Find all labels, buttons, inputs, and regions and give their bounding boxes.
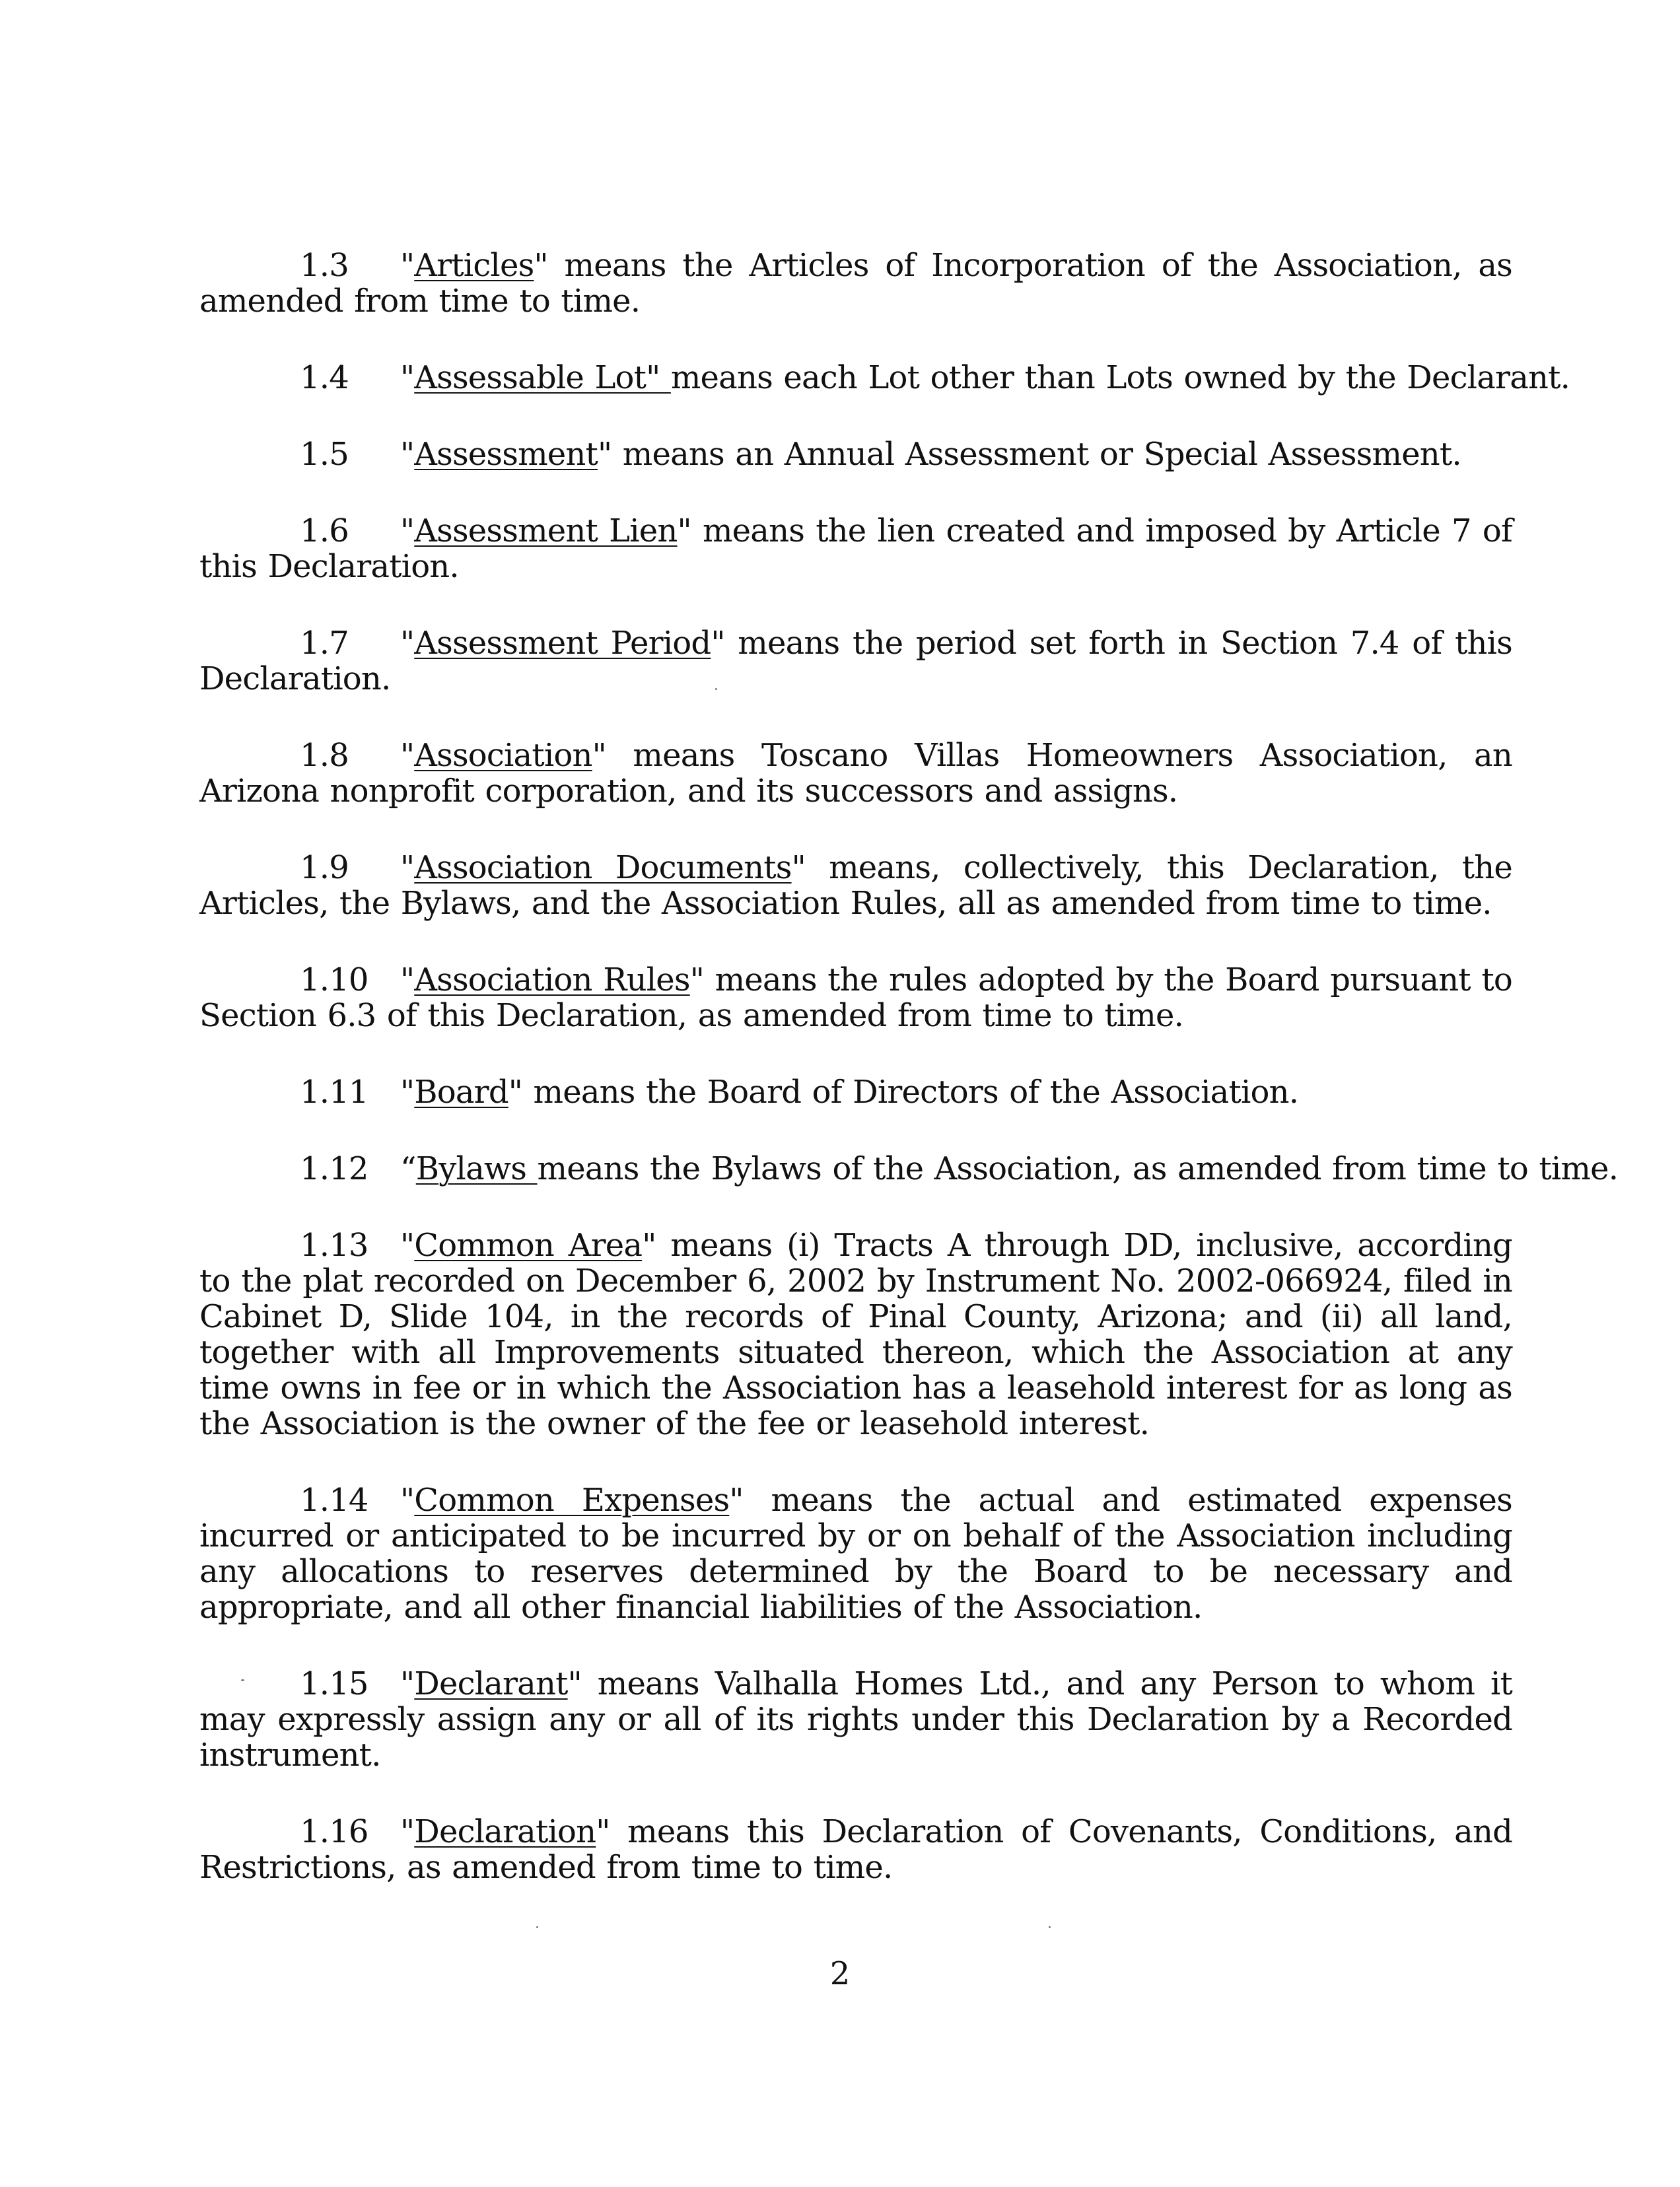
- definition-text: means (i) Tracts A through DD, inclusive, according to the plat recorded on December 6, 2002 by Instrument No. 2002-066924, filed in Cabinet D, Slide 104, in the records of Pinal County, Arizona; and (ii) all land, together with all Improvements situated thereon, which the Association at any time owns in fee or in which the Association has a leasehold interest for as long as the Association is the owner of the fee or leasehold interest.: [199, 1227, 1512, 1442]
- definition-number: 1.4: [300, 359, 349, 396]
- defined-term: Articles: [414, 247, 534, 284]
- definition-1-15: [199, 1666, 1512, 1773]
- definition-text: means an Annual Assessment or Special Assessment.: [612, 436, 1461, 473]
- close-quote: ": [677, 512, 691, 549]
- definition-text: means each Lot other than Lots owned by the Declarant.: [670, 359, 1570, 396]
- open-quote: ": [400, 1074, 415, 1111]
- definition-text: means Valhalla Homes Ltd., and any Person to whom it may expressly assign any or all of its rights under this Declaration by a Recorded instrument.: [199, 1665, 1512, 1774]
- definition-text: means this Declaration of Covenants, Conditions, and Restrictions, as amended from time to time.: [199, 1813, 1512, 1886]
- open-quote: ": [400, 1227, 415, 1264]
- definition-number: 1.10: [300, 961, 368, 998]
- defined-term: Assessment Lien: [414, 512, 678, 549]
- definition-1-8: [199, 738, 1512, 809]
- open-quote: ": [400, 512, 415, 549]
- open-quote: ": [400, 625, 415, 662]
- definition-1-16: [199, 1814, 1512, 1885]
- defined-term: Board: [414, 1074, 508, 1111]
- open-quote: ": [400, 1665, 415, 1702]
- definition-number: 1.11: [300, 1074, 368, 1111]
- open-quote: ": [400, 436, 415, 473]
- definition-text: means the Articles of Incorporation of the Association, as amended from time to time.: [199, 247, 1512, 320]
- defined-term: Assessable Lot": [414, 359, 671, 396]
- definition-1-11: [199, 1074, 1512, 1110]
- scan-speck: [1049, 1926, 1051, 1928]
- definition-1-14: [199, 1482, 1512, 1625]
- definition-number: 1.8: [300, 737, 349, 774]
- definitions-list: [199, 247, 1619, 1926]
- definition-text: means the rules adopted by the Board pursuant to Section 6.3 of this Declaration, as amended from time to time.: [199, 961, 1512, 1034]
- definition-1-10: [199, 962, 1512, 1033]
- defined-term: Common Expenses: [414, 1482, 730, 1519]
- open-quote: ": [400, 359, 415, 396]
- page-number: 2: [829, 1955, 851, 1992]
- defined-term: Common Area: [414, 1227, 643, 1264]
- definition-text: means the lien created and imposed by Article 7 of this Declaration.: [199, 512, 1512, 585]
- scan-speck: [715, 688, 717, 690]
- definition-number: 1.16: [300, 1813, 368, 1850]
- definition-text: means Toscano Villas Homeowners Association, an Arizona nonprofit corporation, and its successors and assigns.: [199, 737, 1512, 810]
- open-quote: “: [400, 1150, 416, 1187]
- close-quote: ": [598, 436, 612, 473]
- close-quote: ": [791, 849, 806, 886]
- close-quote: ": [711, 625, 725, 662]
- scan-speck: [241, 1679, 244, 1681]
- definition-number: 1.15: [300, 1665, 368, 1702]
- close-quote: ": [729, 1482, 744, 1519]
- definition-number: 1.6: [300, 512, 349, 549]
- open-quote: ": [400, 1813, 415, 1850]
- definition-1-13: [199, 1228, 1512, 1441]
- defined-term: Association Rules: [414, 961, 690, 998]
- definition-1-5: [199, 436, 1512, 472]
- scan-speck: [536, 1926, 538, 1928]
- open-quote: ": [400, 1482, 415, 1519]
- close-quote: ": [596, 1813, 610, 1850]
- open-quote: ": [400, 247, 415, 284]
- close-quote: ": [508, 1074, 523, 1111]
- defined-term: Bylaws: [415, 1150, 538, 1187]
- defined-term: Association Documents: [414, 849, 792, 886]
- definition-text: means the actual and estimated expenses incurred or anticipated to be incurred by or on behalf of the Association including any allocations to reserves determined by the Board to be necessary and appropriate, and all other financial liabilities of the Association.: [199, 1482, 1512, 1626]
- close-quote: ": [567, 1665, 582, 1702]
- definition-1-4: [199, 359, 1570, 396]
- definition-number: 1.7: [300, 625, 349, 662]
- close-quote: ": [642, 1227, 656, 1264]
- definition-number: 1.3: [300, 247, 349, 284]
- definition-text: means the period set forth in Section 7.4 of this Declaration.: [199, 625, 1512, 697]
- definition-1-9: [199, 850, 1512, 921]
- definition-text: means the Bylaws of the Association, as amended from time to time.: [537, 1150, 1619, 1187]
- definition-text: means, collectively, this Declaration, the Articles, the Bylaws, and the Association Rules, all as amended from time to time.: [199, 849, 1512, 922]
- definition-number: 1.13: [300, 1227, 368, 1264]
- defined-term: Declarant: [414, 1665, 568, 1702]
- close-quote: ": [592, 737, 606, 774]
- defined-term: Declaration: [414, 1813, 596, 1850]
- definition-number: 1.12: [300, 1150, 368, 1187]
- open-quote: ": [400, 737, 415, 774]
- definition-1-6: [199, 513, 1512, 584]
- definition-text: means the Board of Directors of the Association.: [522, 1074, 1299, 1111]
- open-quote: ": [400, 961, 415, 998]
- open-quote: ": [400, 849, 415, 886]
- definition-1-12: [199, 1150, 1619, 1187]
- definition-number: 1.14: [300, 1482, 368, 1519]
- defined-term: Assessment Period: [414, 625, 711, 662]
- defined-term: Association: [414, 737, 592, 774]
- definition-1-7: [199, 625, 1512, 697]
- definition-number: 1.9: [300, 849, 349, 886]
- defined-term: Assessment: [414, 436, 598, 473]
- definition-1-3: [199, 248, 1512, 319]
- close-quote: ": [689, 961, 704, 998]
- definition-number: 1.5: [300, 436, 349, 473]
- close-quote: ": [534, 247, 548, 284]
